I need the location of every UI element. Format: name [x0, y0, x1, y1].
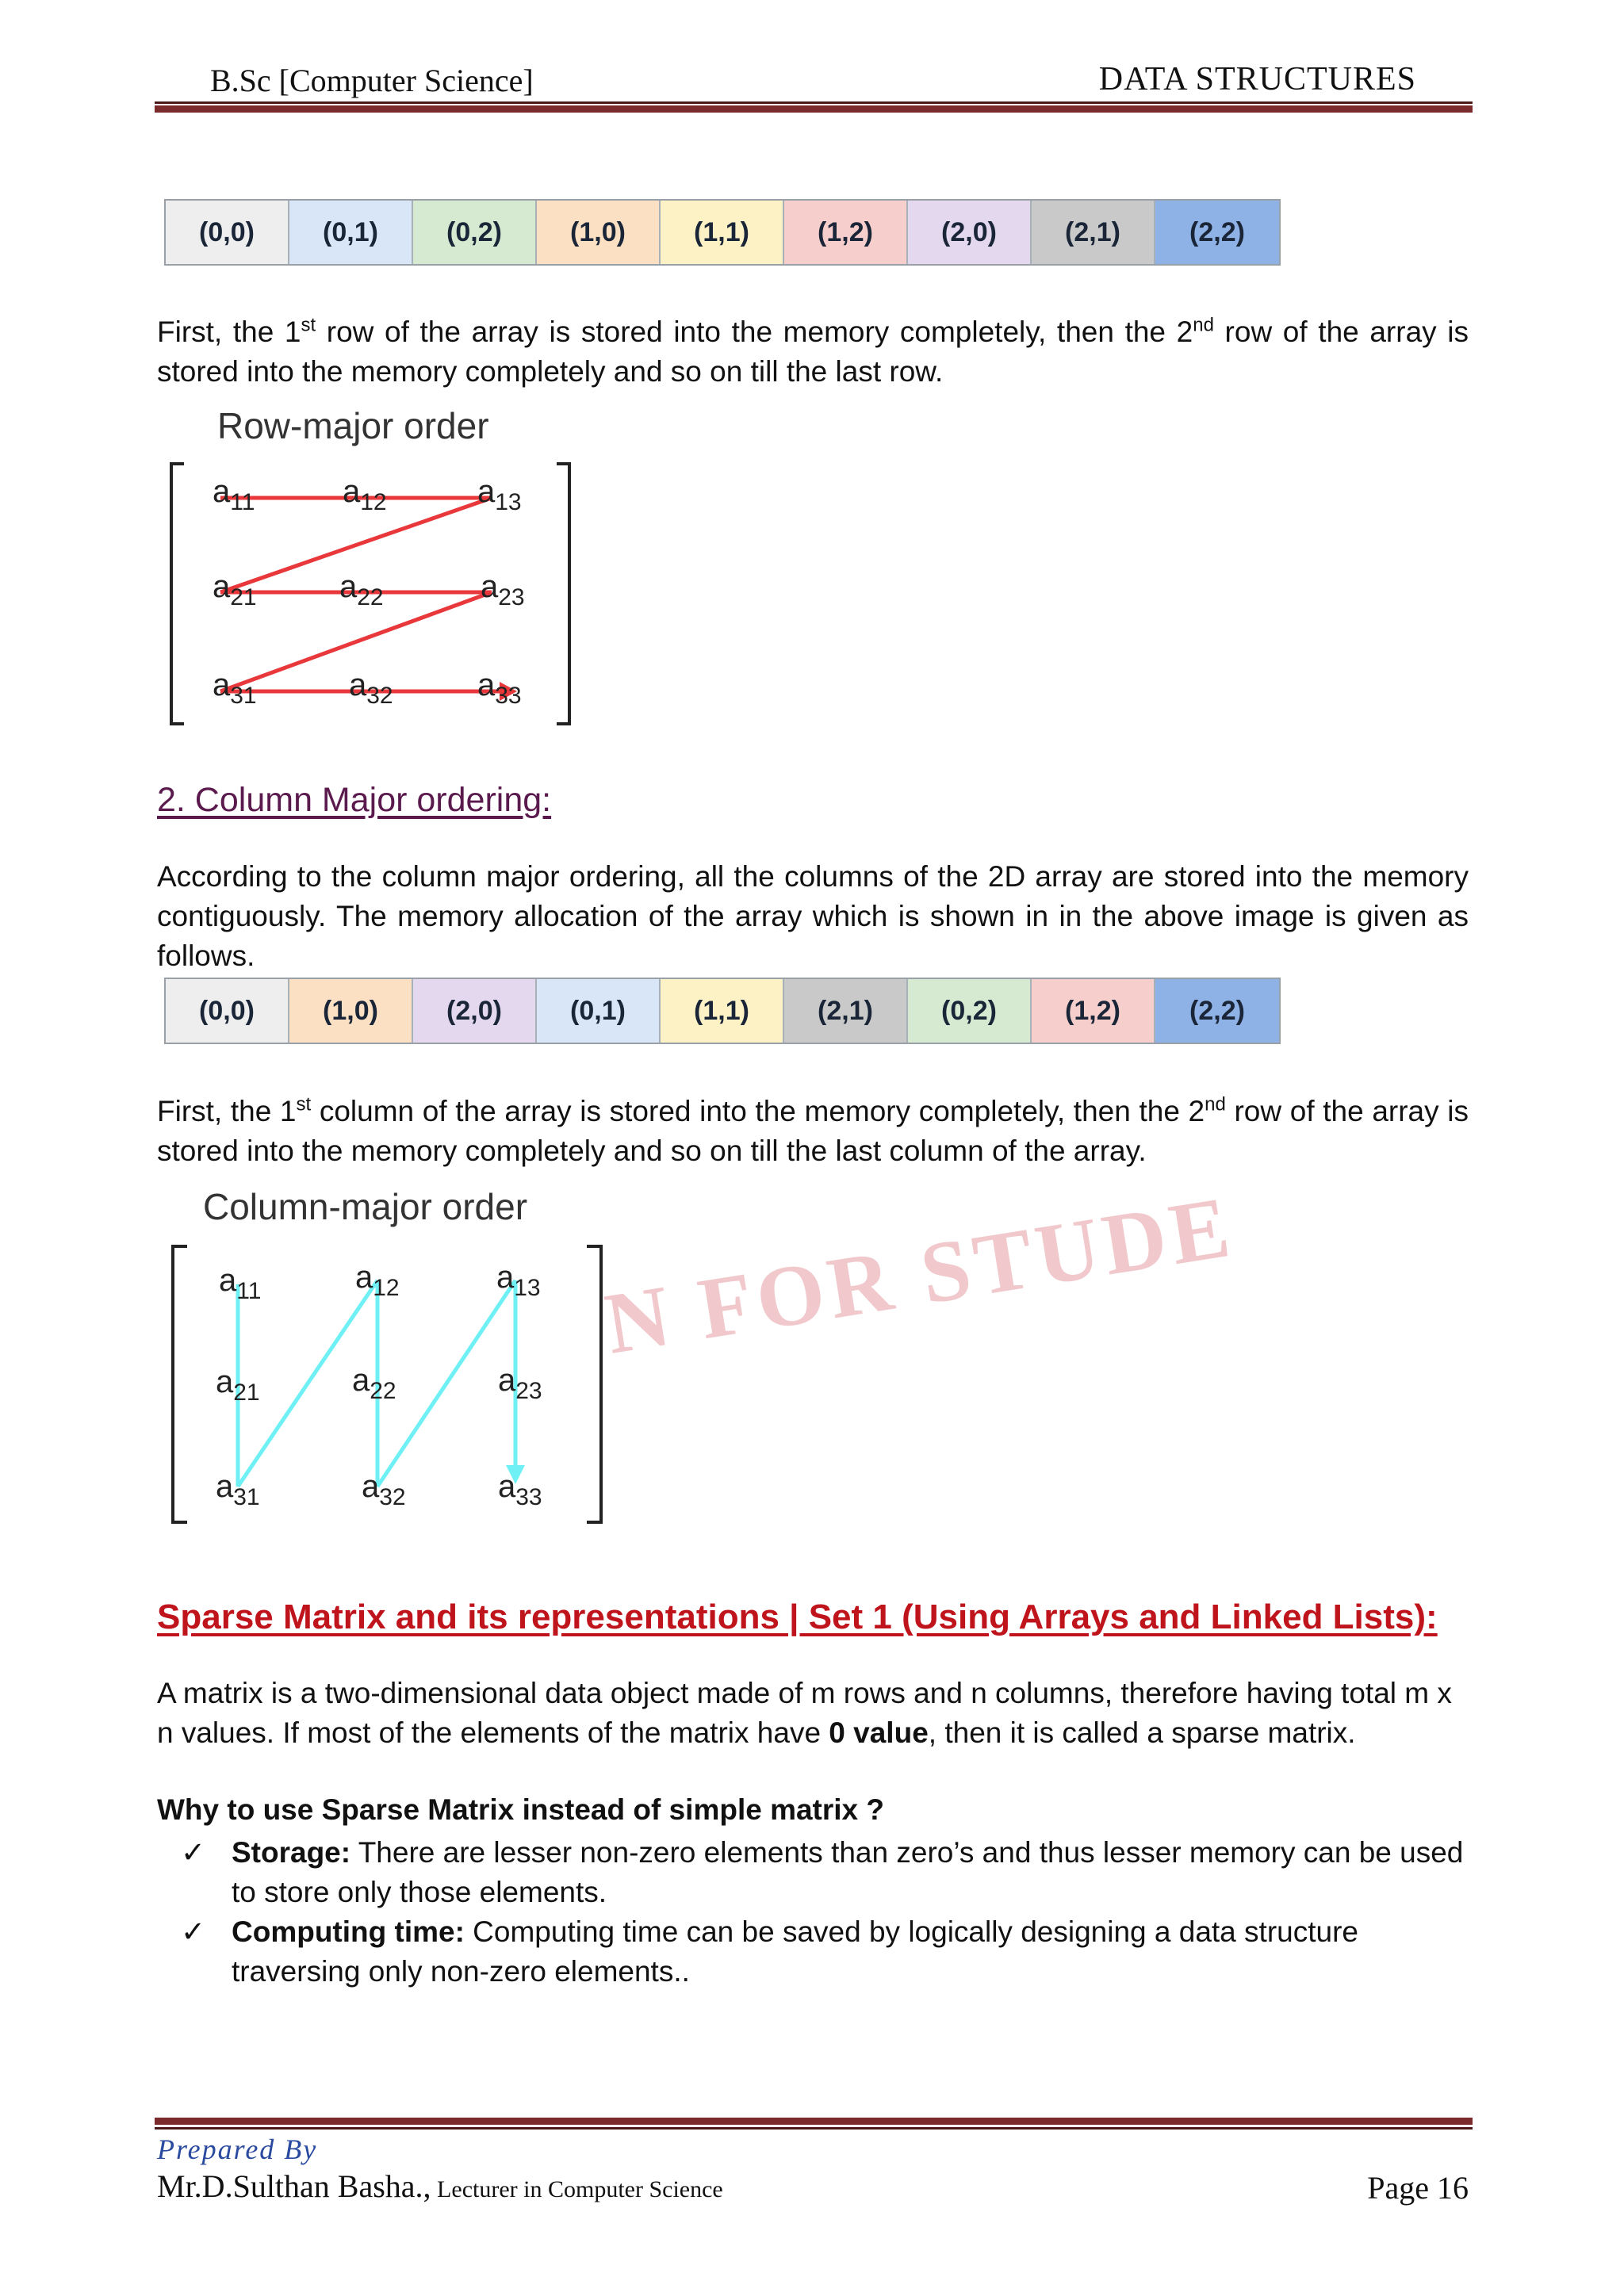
list-item-term: Computing time:: [232, 1915, 465, 1948]
col-elem-a13: $a_{13}$: [496, 1260, 541, 1301]
col-elem-a21: $a_{21}$: [216, 1364, 260, 1406]
column-major-memory-cell: (0,2): [908, 979, 1032, 1043]
row-major-memory-strip: [164, 199, 1281, 266]
sparse-text-2: , then it is called a sparse matrix.: [928, 1716, 1356, 1749]
sparse-text-bold: 0 value: [829, 1716, 929, 1749]
list-item-storage: [181, 1833, 1465, 1912]
col-para-text-2: column of the array is stored into the memory completely, then the 2: [311, 1095, 1205, 1127]
header-rule-thin: [155, 101, 1473, 104]
left-bracket: [171, 464, 184, 724]
column-major-memory-cell: (2,2): [1155, 979, 1279, 1043]
column-major-memory-cell: (1,0): [289, 979, 413, 1043]
row-major-memory-cell: (1,2): [784, 201, 908, 264]
column-major-memory-cell: (2,0): [413, 979, 537, 1043]
row-major-memory-cell: (0,0): [166, 201, 289, 264]
elem-a11: $a_{11}$: [213, 474, 255, 515]
header-subject: DATA STRUCTURES: [1098, 61, 1416, 98]
column-major-memory-cell: (1,1): [661, 979, 784, 1043]
column-major-elements: [216, 1260, 542, 1510]
list-item-text: Computing time can be saved by logically designing a data structure traversing only non-zero elements..: [232, 1915, 1358, 1988]
row-major-memory-cell: (1,1): [661, 201, 784, 264]
elem-a21: $a_{21}$: [213, 569, 257, 610]
sparse-matrix-paragraph: [157, 1674, 1469, 1753]
elem-a22: $a_{22}$: [339, 569, 384, 610]
prepared-by-label: Prepared By: [157, 2133, 318, 2165]
row-major-paragraph: [157, 312, 1469, 392]
column-major-title: Column-major order: [203, 1186, 528, 1227]
col-elem-a22: $a_{22}$: [352, 1363, 396, 1404]
elem-a31: $a_{31}$: [213, 668, 257, 709]
list-item-term: Storage:: [232, 1836, 351, 1869]
column-major-memory-cell: (0,0): [166, 979, 289, 1043]
why-sparse-heading: Why to use Sparse Matrix instead of simple matrix ?: [157, 1793, 885, 1826]
col-elem-a32: $a_{32}$: [362, 1469, 406, 1510]
col-para-sup-2: nd: [1205, 1093, 1226, 1115]
sparse-text-1: A matrix is a two-dimensional data object made of m rows and n columns, therefore having total m x n values. If most of the elements of the matrix have: [157, 1677, 1452, 1749]
watermark-text: N FOR STUDE: [599, 1177, 1240, 1372]
checkmark-icon: ✓: [181, 1915, 206, 1948]
column-major-diagram: [159, 1181, 619, 1530]
row-major-memory-cell: (1,0): [537, 201, 661, 264]
col-path-4: [377, 1280, 515, 1487]
header-course: B.Sc [Computer Science]: [210, 63, 534, 98]
column-major-heading: 2. Column Major ordering:: [157, 781, 552, 819]
row-major-memory-cell: (2,1): [1032, 201, 1155, 264]
col-elem-a12: $a_{12}$: [355, 1260, 400, 1301]
column-major-memory-strip: [164, 978, 1281, 1044]
column-major-memory-cell: (2,1): [784, 979, 908, 1043]
elem-a13: $a_{13}$: [477, 474, 522, 515]
col-elem-a33: $a_{33}$: [498, 1469, 542, 1510]
author-role: Lecturer in Computer Science: [431, 2176, 723, 2202]
elem-a12: $a_{12}$: [343, 474, 387, 515]
row-major-diagram: [159, 400, 587, 733]
row-major-memory-cell: (0,2): [413, 201, 537, 264]
row-para-sup-1: st: [301, 314, 316, 336]
row-para-text-2: row of the array is stored into the memory completely, then the 2: [316, 316, 1193, 348]
col-elem-a23: $a_{23}$: [498, 1363, 542, 1404]
column-major-paragraph: [157, 1092, 1469, 1171]
row-major-memory-cell: (0,1): [289, 201, 413, 264]
column-major-memory-cell: (1,2): [1032, 979, 1155, 1043]
row-major-title: Row-major order: [217, 405, 489, 446]
checkmark-icon: ✓: [181, 1836, 206, 1869]
col-para-text-3: row of the array is stored into the memory completely and so on till the last column of the array.: [157, 1095, 1469, 1167]
author-name: Mr.D.Sulthan Basha.,: [157, 2168, 431, 2204]
page-number: Page 16: [1367, 2170, 1469, 2206]
footer-rule-thick: [155, 2118, 1473, 2125]
col-right-bracket: [587, 1246, 601, 1522]
column-major-intro: According to the column major ordering, all the columns of the 2D array are stored into the memory contiguously. The memory allocation of the array which is shown in in the above image is given as follows.: [157, 860, 1469, 972]
elem-a33: $a_{33}$: [477, 668, 522, 709]
col-left-bracket: [173, 1246, 187, 1522]
right-bracket: [557, 464, 569, 724]
col-elem-a31: $a_{31}$: [216, 1469, 260, 1510]
row-para-sup-2: nd: [1193, 314, 1214, 336]
row-para-text-3: row of the array is stored into the memory completely and so on till the last row.: [157, 316, 1469, 388]
row-major-memory-cell: (2,0): [908, 201, 1032, 264]
col-para-text-1: First, the 1: [157, 1095, 297, 1127]
header-rule-thick: [155, 105, 1473, 113]
list-item-computing-time: [181, 1912, 1465, 1992]
list-item-text: There are lesser non-zero elements than zero’s and thus lesser memory can be used to store only those elements.: [232, 1836, 1464, 1908]
column-major-memory-cell: (0,1): [537, 979, 661, 1043]
author-line: [157, 2168, 723, 2205]
footer-rule-thin: [155, 2127, 1473, 2130]
col-para-sup-1: st: [296, 1093, 312, 1115]
col-elem-a11: $a_{11}$: [219, 1263, 262, 1304]
elem-a32: $a_{32}$: [349, 668, 393, 709]
elem-a23: $a_{23}$: [481, 569, 525, 610]
row-para-text-1: First, the 1: [157, 316, 301, 348]
row-major-memory-cell: (2,2): [1155, 201, 1279, 264]
sparse-matrix-heading: Sparse Matrix and its representations | Set 1 (Using Arrays and Linked Lists):: [157, 1598, 1438, 1636]
